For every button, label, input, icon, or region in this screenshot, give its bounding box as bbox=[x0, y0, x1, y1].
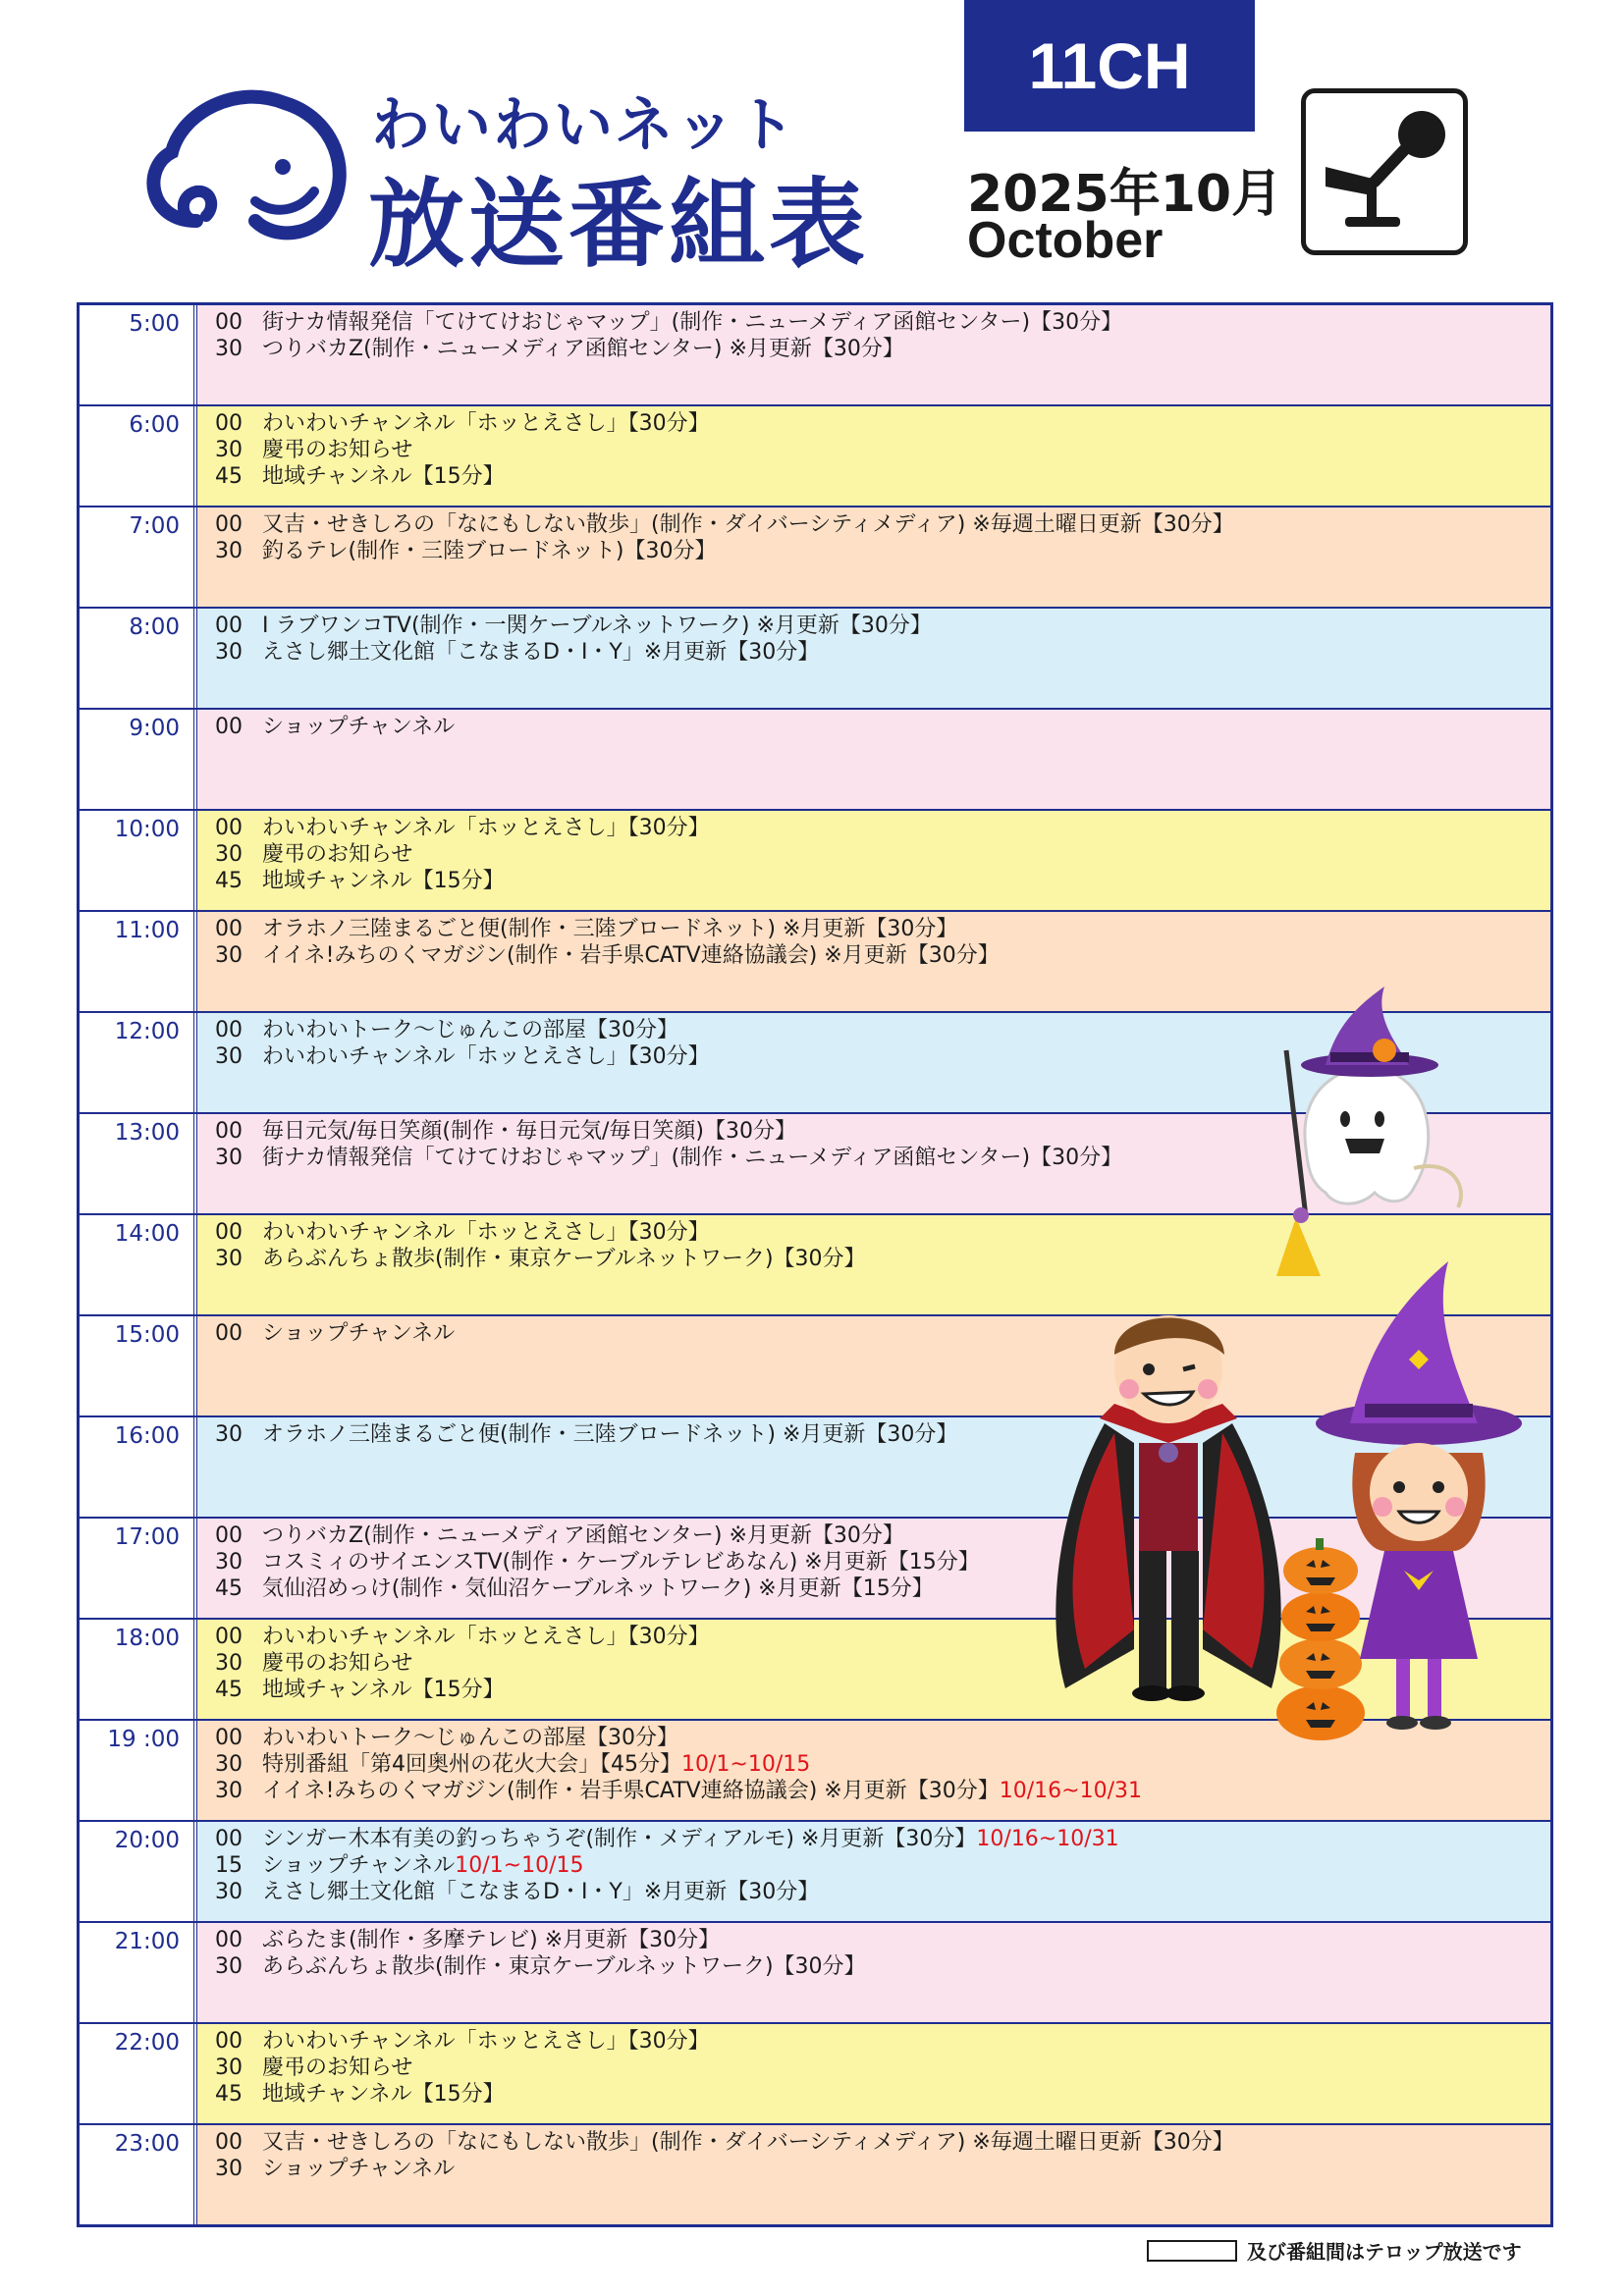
program-title: ショップチャンネル bbox=[262, 715, 456, 739]
schedule-row bbox=[80, 609, 1550, 710]
schedule-row bbox=[80, 1721, 1550, 1822]
program-item bbox=[197, 841, 1550, 868]
time-label: 7:00 bbox=[80, 507, 197, 607]
program-title: I ラブワンコTV(制作・一関ケーブルネットワーク) ※月更新【30分】 bbox=[262, 614, 932, 638]
program-item bbox=[197, 336, 1550, 362]
program-title: わいわいチャンネル「ホッとえさし」【30分】 bbox=[262, 816, 710, 840]
schedule-row bbox=[80, 1417, 1550, 1519]
program-title: えさし郷土文化館「こなまるD・I・Y」※月更新【30分】 bbox=[262, 640, 820, 665]
program-title: 慶弔のお知らせ bbox=[262, 2056, 413, 2080]
program-list bbox=[197, 507, 1550, 607]
program-list bbox=[197, 406, 1550, 506]
time-label: 12:00 bbox=[80, 1013, 197, 1112]
program-item bbox=[197, 2129, 1550, 2156]
schedule-row bbox=[80, 406, 1550, 507]
program-list bbox=[197, 305, 1550, 404]
time-label: 23:00 bbox=[80, 2125, 197, 2226]
program-title: 又吉・せきしろの「なにもしない散歩」(制作・ダイバーシティメディア) ※毎週土曜日更新【30分】 bbox=[262, 2130, 1234, 2155]
schedule-row bbox=[80, 1822, 1550, 1923]
program-minute: 15 bbox=[215, 1853, 243, 1878]
program-title: あらぶんちょ散歩(制作・東京ケーブルネットワーク)【30分】 bbox=[262, 1247, 866, 1271]
program-title: わいわいチャンネル「ホッとえさし」【30分】 bbox=[262, 1625, 710, 1649]
program-title: コスミィのサイエンスTV(制作・ケーブルテレビあなん) ※月更新【15分】 bbox=[262, 1550, 980, 1575]
schedule-row bbox=[80, 2024, 1550, 2125]
program-title: わいわいトーク〜じゅんこの部屋【30分】 bbox=[262, 1018, 678, 1042]
schedule-row bbox=[80, 507, 1550, 609]
program-minute: 30 bbox=[215, 1247, 243, 1271]
program-title: ショップチャンネル bbox=[262, 1321, 456, 1346]
program-item bbox=[197, 511, 1550, 538]
program-minute: 30 bbox=[215, 1550, 243, 1575]
program-item bbox=[197, 1246, 1550, 1272]
microphone-icon bbox=[1301, 88, 1468, 255]
program-title: シンガー木本有美の釣っちゃうぞ(制作・メディアルモ) ※月更新【30分】 bbox=[262, 1827, 977, 1851]
program-item bbox=[197, 1677, 1550, 1703]
program-list bbox=[197, 1114, 1550, 1213]
program-title: 地域チャンネル【15分】 bbox=[262, 464, 505, 489]
program-minute: 30 bbox=[215, 1752, 243, 1777]
program-title: 街ナカ情報発信「てけてけおじゃマップ」(制作・ニューメディア函館センター)【30分】 bbox=[262, 310, 1123, 335]
program-item bbox=[197, 2156, 1550, 2182]
program-minute: 45 bbox=[215, 1678, 243, 1702]
schedule-row bbox=[80, 305, 1550, 406]
program-title: 毎日元気/毎日笑顔(制作・毎日元気/毎日笑顔)【30分】 bbox=[262, 1119, 796, 1144]
program-minute: 00 bbox=[215, 917, 243, 941]
program-date-note: 10/1~10/15 bbox=[681, 1752, 811, 1777]
program-item bbox=[197, 815, 1550, 841]
program-item bbox=[197, 1043, 1550, 1070]
schedule-row bbox=[80, 1620, 1550, 1721]
month-en: October bbox=[967, 212, 1164, 269]
channel-badge: 11CH bbox=[964, 0, 1255, 132]
program-item bbox=[197, 437, 1550, 463]
schedule-row bbox=[80, 1519, 1550, 1620]
program-item bbox=[197, 1650, 1550, 1677]
program-item bbox=[197, 1826, 1550, 1852]
program-item bbox=[197, 463, 1550, 490]
telop-legend-box bbox=[1147, 2240, 1237, 2262]
time-label: 5:00 bbox=[80, 305, 197, 404]
program-title: 釣るテレ(制作・三陸ブロードネット)【30分】 bbox=[262, 539, 717, 563]
program-item bbox=[197, 2028, 1550, 2055]
program-title: 特別番組「第4回奥州の花火大会」【45分】 bbox=[262, 1752, 681, 1777]
program-list bbox=[197, 609, 1550, 708]
time-label: 13:00 bbox=[80, 1114, 197, 1213]
program-title: 慶弔のお知らせ bbox=[262, 842, 413, 867]
program-minute: 00 bbox=[215, 310, 243, 335]
program-title: 地域チャンネル【15分】 bbox=[262, 2082, 505, 2107]
program-list bbox=[197, 1721, 1550, 1820]
program-minute: 00 bbox=[215, 1827, 243, 1851]
schedule-row bbox=[80, 1316, 1550, 1417]
program-title: 地域チャンネル【15分】 bbox=[262, 869, 505, 893]
footer-text: 及び番組間はテロップ放送です bbox=[1247, 2240, 1522, 2264]
schedule-row bbox=[80, 1215, 1550, 1316]
program-minute: 45 bbox=[215, 869, 243, 893]
month-jp: 2025年10月 bbox=[967, 165, 1283, 224]
program-item bbox=[197, 410, 1550, 437]
program-item bbox=[197, 1751, 1550, 1778]
program-minute: 00 bbox=[215, 2130, 243, 2155]
schedule-row bbox=[80, 912, 1550, 1013]
program-title: わいわいチャンネル「ホッとえさし」【30分】 bbox=[262, 1044, 710, 1069]
program-minute: 00 bbox=[215, 614, 243, 638]
program-list bbox=[197, 2125, 1550, 2226]
program-minute: 30 bbox=[215, 1422, 243, 1447]
program-item bbox=[197, 1953, 1550, 1980]
program-item bbox=[197, 1624, 1550, 1650]
program-minute: 00 bbox=[215, 1726, 243, 1750]
time-label: 9:00 bbox=[80, 710, 197, 809]
program-minute: 30 bbox=[215, 337, 243, 361]
program-item bbox=[197, 613, 1550, 639]
program-item bbox=[197, 2055, 1550, 2081]
smiling-face-logo-icon bbox=[128, 74, 383, 270]
program-minute: 00 bbox=[215, 1523, 243, 1548]
program-minute: 00 bbox=[215, 816, 243, 840]
program-list bbox=[197, 1620, 1550, 1719]
program-list bbox=[197, 811, 1550, 910]
program-item bbox=[197, 1575, 1550, 1602]
time-label: 20:00 bbox=[80, 1822, 197, 1921]
program-minute: 30 bbox=[215, 1954, 243, 1979]
program-item bbox=[197, 1879, 1550, 1905]
program-item bbox=[197, 868, 1550, 894]
time-label: 6:00 bbox=[80, 406, 197, 506]
program-minute: 30 bbox=[215, 640, 243, 665]
page-title: 放送番組表 bbox=[368, 169, 870, 281]
program-title: ぶらたま(制作・多摩テレビ) ※月更新【30分】 bbox=[262, 1928, 721, 1952]
program-list bbox=[197, 1215, 1550, 1314]
program-item bbox=[197, 1549, 1550, 1575]
program-minute: 00 bbox=[215, 1321, 243, 1346]
brand-title: わいわいネット bbox=[371, 91, 797, 160]
schedule-row bbox=[80, 710, 1550, 811]
time-label: 19 :00 bbox=[80, 1721, 197, 1820]
program-item bbox=[197, 1219, 1550, 1246]
time-label: 15:00 bbox=[80, 1316, 197, 1415]
program-minute: 30 bbox=[215, 943, 243, 968]
program-minute: 45 bbox=[215, 464, 243, 489]
program-title: わいわいチャンネル「ホッとえさし」【30分】 bbox=[262, 2029, 710, 2054]
program-minute: 30 bbox=[215, 2056, 243, 2080]
program-minute: 45 bbox=[215, 2082, 243, 2107]
program-item bbox=[197, 1320, 1550, 1347]
program-title: オラホノ三陸まるごと便(制作・三陸ブロードネット) ※月更新【30分】 bbox=[262, 917, 958, 941]
program-list bbox=[197, 2024, 1550, 2123]
program-list bbox=[197, 1519, 1550, 1618]
program-title: 地域チャンネル【15分】 bbox=[262, 1678, 505, 1702]
time-label: 22:00 bbox=[80, 2024, 197, 2123]
program-item bbox=[197, 916, 1550, 942]
program-minute: 30 bbox=[215, 1651, 243, 1676]
program-minute: 30 bbox=[215, 1779, 243, 1803]
time-label: 18:00 bbox=[80, 1620, 197, 1719]
program-minute: 30 bbox=[215, 1146, 243, 1170]
program-minute: 30 bbox=[215, 1880, 243, 1904]
program-minute: 00 bbox=[215, 1625, 243, 1649]
program-list bbox=[197, 1923, 1550, 2022]
program-title: あらぶんちょ散歩(制作・東京ケーブルネットワーク)【30分】 bbox=[262, 1954, 866, 1979]
program-item bbox=[197, 1118, 1550, 1145]
time-label: 21:00 bbox=[80, 1923, 197, 2022]
program-minute: 30 bbox=[215, 2157, 243, 2181]
schedule-row bbox=[80, 1013, 1550, 1114]
program-minute: 45 bbox=[215, 1576, 243, 1601]
schedule-row bbox=[80, 1923, 1550, 2024]
program-minute: 00 bbox=[215, 1119, 243, 1144]
program-date-note: 10/16~10/31 bbox=[999, 1779, 1142, 1803]
time-label: 14:00 bbox=[80, 1215, 197, 1314]
schedule-row bbox=[80, 1114, 1550, 1215]
program-item bbox=[197, 309, 1550, 336]
program-title: 慶弔のお知らせ bbox=[262, 438, 413, 462]
program-title: ショップチャンネル bbox=[262, 2157, 456, 2181]
program-list bbox=[197, 1013, 1550, 1112]
program-list bbox=[197, 1316, 1550, 1415]
schedule-row bbox=[80, 811, 1550, 912]
time-label: 10:00 bbox=[80, 811, 197, 910]
program-list bbox=[197, 912, 1550, 1011]
program-title: 慶弔のお知らせ bbox=[262, 1651, 413, 1676]
program-item bbox=[197, 942, 1550, 969]
schedule-row bbox=[80, 2125, 1550, 2226]
program-title: わいわいトーク〜じゅんこの部屋【30分】 bbox=[262, 1726, 678, 1750]
program-minute: 00 bbox=[215, 715, 243, 739]
program-list bbox=[197, 710, 1550, 809]
time-label: 16:00 bbox=[80, 1417, 197, 1517]
program-item bbox=[197, 1927, 1550, 1953]
program-item bbox=[197, 714, 1550, 740]
program-title: オラホノ三陸まるごと便(制作・三陸ブロードネット) ※月更新【30分】 bbox=[262, 1422, 958, 1447]
program-list bbox=[197, 1417, 1550, 1517]
header bbox=[0, 0, 1624, 294]
program-title: つりバカZ(制作・ニューメディア函館センター) ※月更新【30分】 bbox=[262, 1523, 904, 1548]
program-minute: 00 bbox=[215, 2029, 243, 2054]
program-title: イイネ!みちのくマガジン(制作・岩手県CATV連絡協議会) ※月更新【30分】 bbox=[262, 943, 1000, 968]
program-title: 街ナカ情報発信「てけてけおじゃマップ」(制作・ニューメディア函館センター)【30分】 bbox=[262, 1146, 1123, 1170]
program-date-note: 10/16~10/31 bbox=[976, 1827, 1119, 1851]
program-title: えさし郷土文化館「こなまるD・I・Y」※月更新【30分】 bbox=[262, 1880, 820, 1904]
time-label: 11:00 bbox=[80, 912, 197, 1011]
program-minute: 00 bbox=[215, 1220, 243, 1245]
schedule-table bbox=[77, 302, 1553, 2227]
program-item bbox=[197, 1852, 1550, 1879]
program-item bbox=[197, 1778, 1550, 1804]
time-label: 17:00 bbox=[80, 1519, 197, 1618]
program-item bbox=[197, 1421, 1550, 1448]
program-minute: 30 bbox=[215, 539, 243, 563]
program-minute: 00 bbox=[215, 411, 243, 436]
program-item bbox=[197, 1017, 1550, 1043]
program-minute: 00 bbox=[215, 1928, 243, 1952]
program-title: イイネ!みちのくマガジン(制作・岩手県CATV連絡協議会) ※月更新【30分】 bbox=[262, 1779, 1000, 1803]
program-title: 気仙沼めっけ(制作・気仙沼ケーブルネットワーク) ※月更新【15分】 bbox=[262, 1576, 934, 1601]
program-title: 又吉・せきしろの「なにもしない散歩」(制作・ダイバーシティメディア) ※毎週土曜日更新【30分】 bbox=[262, 512, 1234, 537]
program-item bbox=[197, 1725, 1550, 1751]
program-title: つりバカZ(制作・ニューメディア函館センター) ※月更新【30分】 bbox=[262, 337, 904, 361]
program-minute: 00 bbox=[215, 512, 243, 537]
program-minute: 30 bbox=[215, 842, 243, 867]
program-title: ショップチャンネル bbox=[262, 1853, 456, 1878]
program-minute: 00 bbox=[215, 1018, 243, 1042]
program-date-note: 10/1~10/15 bbox=[455, 1853, 584, 1878]
program-title: わいわいチャンネル「ホッとえさし」【30分】 bbox=[262, 1220, 710, 1245]
footer-note bbox=[1147, 2236, 1522, 2265]
program-item bbox=[197, 2081, 1550, 2108]
program-minute: 30 bbox=[215, 438, 243, 462]
program-minute: 30 bbox=[215, 1044, 243, 1069]
program-list bbox=[197, 1822, 1550, 1921]
program-item bbox=[197, 1145, 1550, 1171]
time-label: 8:00 bbox=[80, 609, 197, 708]
program-item bbox=[197, 639, 1550, 666]
program-item bbox=[197, 538, 1550, 564]
program-title: わいわいチャンネル「ホッとえさし」【30分】 bbox=[262, 411, 710, 436]
program-item bbox=[197, 1522, 1550, 1549]
